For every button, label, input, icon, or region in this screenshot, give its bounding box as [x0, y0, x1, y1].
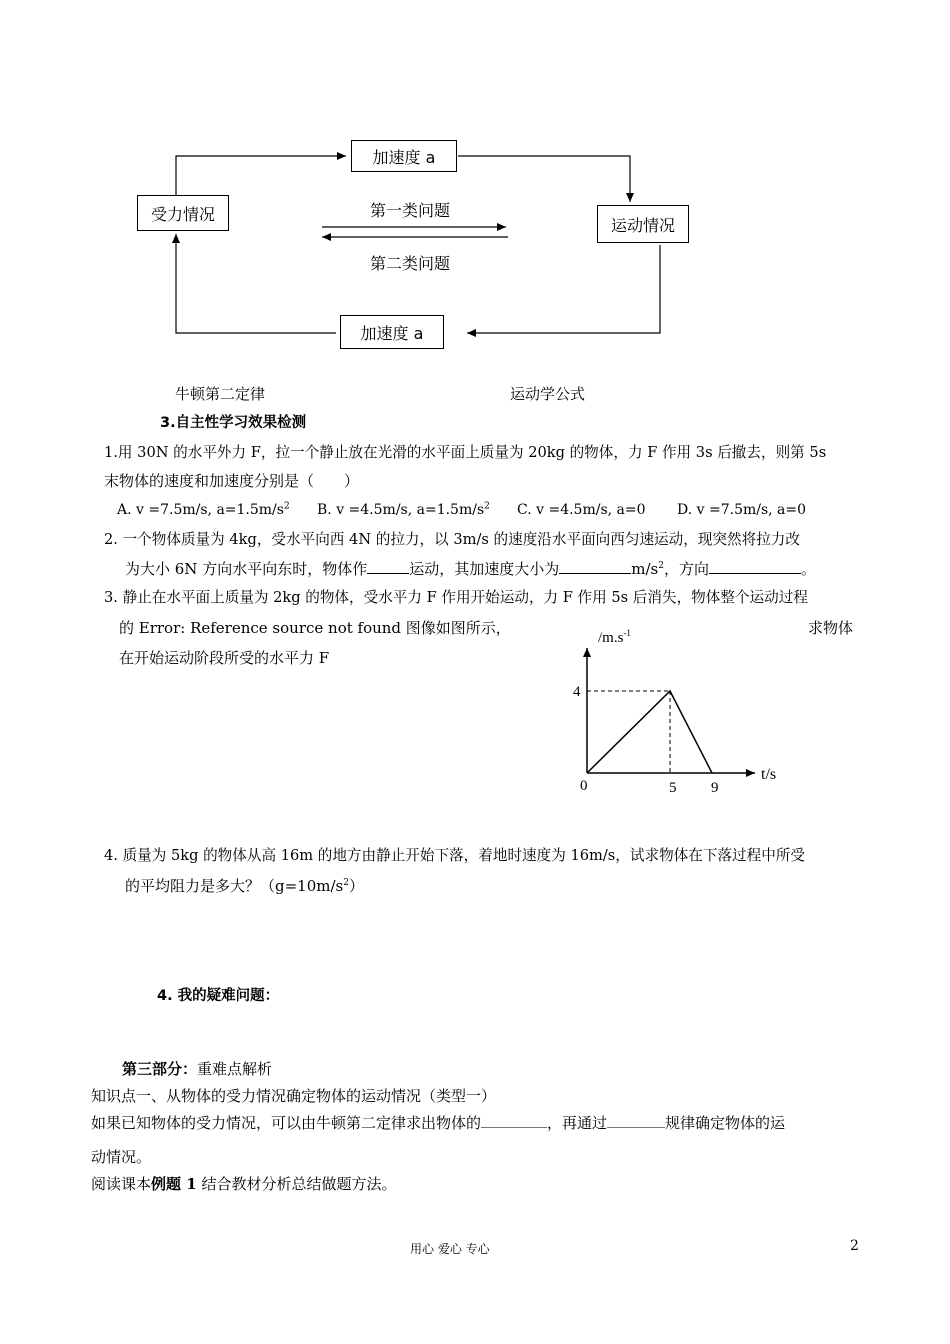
question-4-line-2 — [125, 875, 364, 897]
y-tick-4: 4 — [573, 684, 581, 700]
question-1-option-b — [317, 499, 490, 521]
caption-newton-second-law: 牛顿第二定律 — [175, 385, 266, 403]
section-4-title: 4. 我的疑难问题： — [157, 988, 280, 1004]
caption-kinematics-formula: 运动学公式 — [510, 385, 586, 403]
part-3-line-1 — [91, 1112, 785, 1134]
x-axis-label: t/s — [761, 766, 777, 783]
q2-blank-motion-type[interactable] — [367, 559, 409, 574]
footer-motto: 用心 爱心 专心 — [410, 1242, 490, 1256]
q2-blank-acceleration[interactable] — [559, 559, 631, 574]
section-3-title: 3.自主性学习效果检测 — [160, 415, 307, 431]
part3-text-a: 如果已知物体的受力情况，可以由牛顿第二定律求出物体的 — [91, 1114, 482, 1132]
q2-unit-sup: 2 — [658, 561, 664, 571]
knowledge-point-1: 知识点一、从物体的受力情况确定物体的运动情况（类型一） — [91, 1087, 497, 1105]
part3-blank-acceleration[interactable] — [481, 1113, 547, 1128]
q4-sup: 2 — [343, 878, 349, 888]
part3-text-c: 规律确定物体的运 — [665, 1114, 786, 1132]
box-force-condition: 受力情况 — [137, 195, 229, 231]
box-acceleration-top: 加速度 a — [351, 140, 457, 172]
velocity-time-graph — [560, 620, 790, 810]
part-3-heading — [122, 1058, 272, 1080]
question-3-line-2-tail: 求物体 — [808, 619, 854, 637]
part3-blank-kinematics[interactable] — [607, 1113, 665, 1128]
read-text-b: 结合教材分析总结做题方法。 — [196, 1175, 397, 1193]
origin-label: 0 — [580, 778, 588, 794]
diagram-connectors — [0, 0, 950, 380]
read-text-a: 阅读课本 — [91, 1175, 152, 1193]
velocity-line — [587, 691, 712, 773]
question-2-line-2 — [125, 558, 816, 580]
option-b-sup: 2 — [484, 501, 490, 512]
option-a-sup: 2 — [283, 501, 290, 512]
q2-text-a: 为大小 6N 方向水平向东时，物体作 — [125, 560, 368, 578]
label-problem-type-2: 第二类问题 — [370, 254, 451, 273]
y-axis-label-text: /m.s — [598, 630, 624, 646]
read-example-1: 例题 1 — [151, 1175, 197, 1193]
question-4-line-1: 4. 质量为 5kg 的物体从高 16m 的地方由静止开始下落，着地时速度为 16m/s，试求物体在下落过程中所受 — [104, 847, 806, 864]
y-axis-label — [598, 628, 631, 646]
box-acceleration-bottom: 加速度 a — [340, 315, 444, 349]
question-3-line-2: 的 Error: Reference source not found 图像如图所示， — [119, 619, 511, 637]
option-b-text: B. v =4.5m/s, a=1.5m/s — [317, 502, 485, 518]
question-3-line-1: 3. 静止在水平面上质量为 2kg 的物体，受水平力 F 作用开始运动，力 F 作用 5s 后消失，物体整个运动过程 — [104, 589, 808, 606]
part-3-heading-bold: 第三部分： — [122, 1060, 198, 1078]
q2-text-end: 。 — [800, 560, 816, 578]
q2-unit: m/s — [631, 560, 659, 578]
read-textbook-line — [91, 1173, 396, 1195]
option-a-text: A. v =7.5m/s, a=1.5m/s — [117, 502, 284, 518]
question-1-option-a — [117, 499, 290, 521]
q2-blank-direction[interactable] — [709, 559, 801, 574]
x-tick-5: 5 — [669, 780, 677, 796]
q2-text-d: ，方向 — [663, 560, 709, 578]
question-1-option-d: D. v =7.5m/s, a=0 — [677, 502, 807, 518]
label-problem-type-1: 第一类问题 — [370, 201, 451, 220]
question-1-option-c: C. v =4.5m/s, a=0 — [517, 502, 646, 518]
question-2-line-1: 2. 一个物体质量为 4kg，受水平向西 4N 的拉力，以 3m/s 的速度沿水平面向西匀速运动，现突然将拉力改 — [104, 531, 800, 548]
question-3-line-3: 在开始运动阶段所受的水平力 F — [119, 649, 330, 667]
part3-text-b: ，再通过 — [547, 1114, 608, 1132]
q4-text: 的平均阻力是多大？（g=10m/s — [125, 877, 344, 895]
q2-text-b: 运动，其加速度大小为 — [409, 560, 560, 578]
y-axis-label-sup: -1 — [623, 628, 631, 638]
x-tick-9: 9 — [711, 780, 719, 796]
part-3-line-2: 动情况。 — [91, 1148, 152, 1166]
box-motion-condition: 运动情况 — [597, 205, 689, 243]
question-1-line-2: 末物体的速度和加速度分别是（ ） — [104, 472, 360, 490]
part-3-heading-rest: 重难点解析 — [197, 1060, 273, 1078]
page-number: 2 — [850, 1238, 859, 1254]
question-1-line-1: 1.用 30N 的水平外力 F，拉一个静止放在光滑的水平面上质量为 20kg 的物体，力 F 作用 3s 后撤去，则第 5s — [104, 444, 827, 461]
q4-text-end: ） — [348, 877, 364, 895]
